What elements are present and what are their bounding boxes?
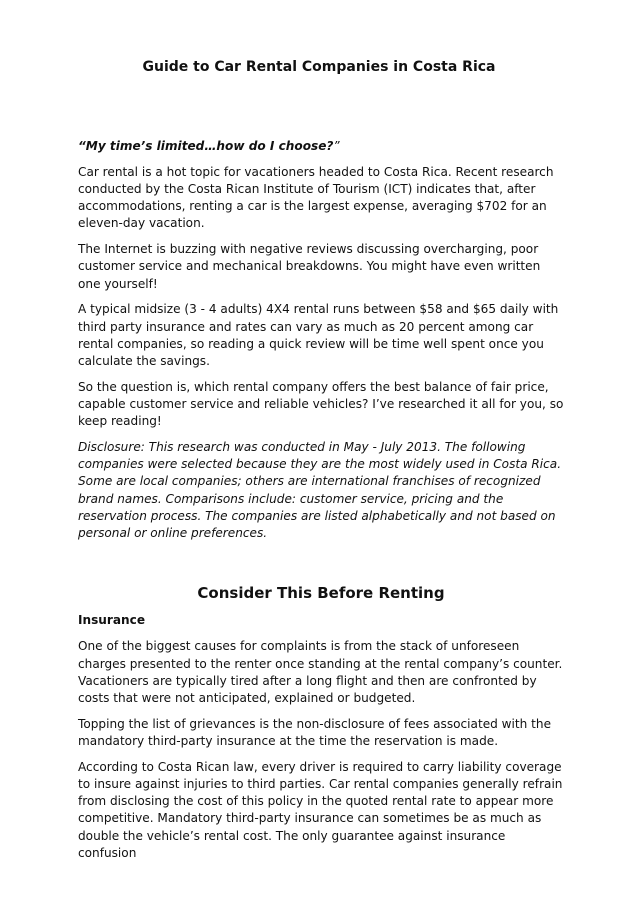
paragraph-2: The Internet is buzzing with negative reviews discussing overcharging, poor customer service and mechanical breakdowns. You might have even written one yourself! <box>78 242 541 291</box>
disclosure-paragraph: Disclosure: This research was conducted in May - July 2013. The following companies were selected because they are the most widely used in Costa Rica. Some are local companies; others are international franchises of recognized brand names. Comparisons include: customer service, pricing and the reservation process. The companies are listed alphabetically and not based on personal or online preferences. <box>78 440 562 541</box>
paragraph-1: Car rental is a hot topic for vacationers headed to Costa Rica. Recent research conducted by the Costa Rican Institute of Tourism (ICT) indicates that, after accommodations, renting a car is the largest expense, averaging $702 for an eleven-day vacation. <box>78 164 554 231</box>
section-title: Consider This Before Renting <box>197 584 445 603</box>
intro-quote <box>78 138 564 155</box>
intro-quote-close: ” <box>333 139 340 153</box>
paragraph-4: So the question is, which rental company offers the best balance of fair price, capable customer service and reliable vehicles? I’ve researched it all for you, so keep reading! <box>78 379 564 429</box>
insurance-heading: Insurance <box>78 613 146 628</box>
insurance-paragraph-2: Topping the list of grievances is the non-disclosure of fees associated with the mandatory third-party insurance at the time the reservation is made. <box>78 716 552 749</box>
paragraph-3: A typical midsize (3 - 4 adults) 4X4 rental runs between $58 and $65 daily with third party insurance and rates can vary as much as 20 percent among car rental companies, so reading a quick review will be time well spent once you calculate the savings. <box>78 302 559 369</box>
insurance-paragraph-1: One of the biggest causes for complaints is from the stack of unforeseen charges presented to the renter once standing at the rental company’s counter. Vacationers are typically tired after a long flight and then are confronted by costs that were not anticipated, explained or budgeted. <box>78 639 563 706</box>
intro-quote-text: “My time’s limited…how do I choose? <box>78 139 334 153</box>
document-body <box>78 138 564 871</box>
insurance-paragraph-3: According to Costa Rican law, every driver is required to carry liability coverage to insure against injuries to third parties. Car rental companies generally refrain from disclosing the cost of this policy in the quoted rental rate to appear more competitive. Mandatory third-party insurance can sometimes be as much as double the vehicle’s rental cost. The only guarantee against insurance confusion <box>78 759 563 860</box>
document-title: Guide to Car Rental Companies in Costa Rica <box>142 59 496 75</box>
